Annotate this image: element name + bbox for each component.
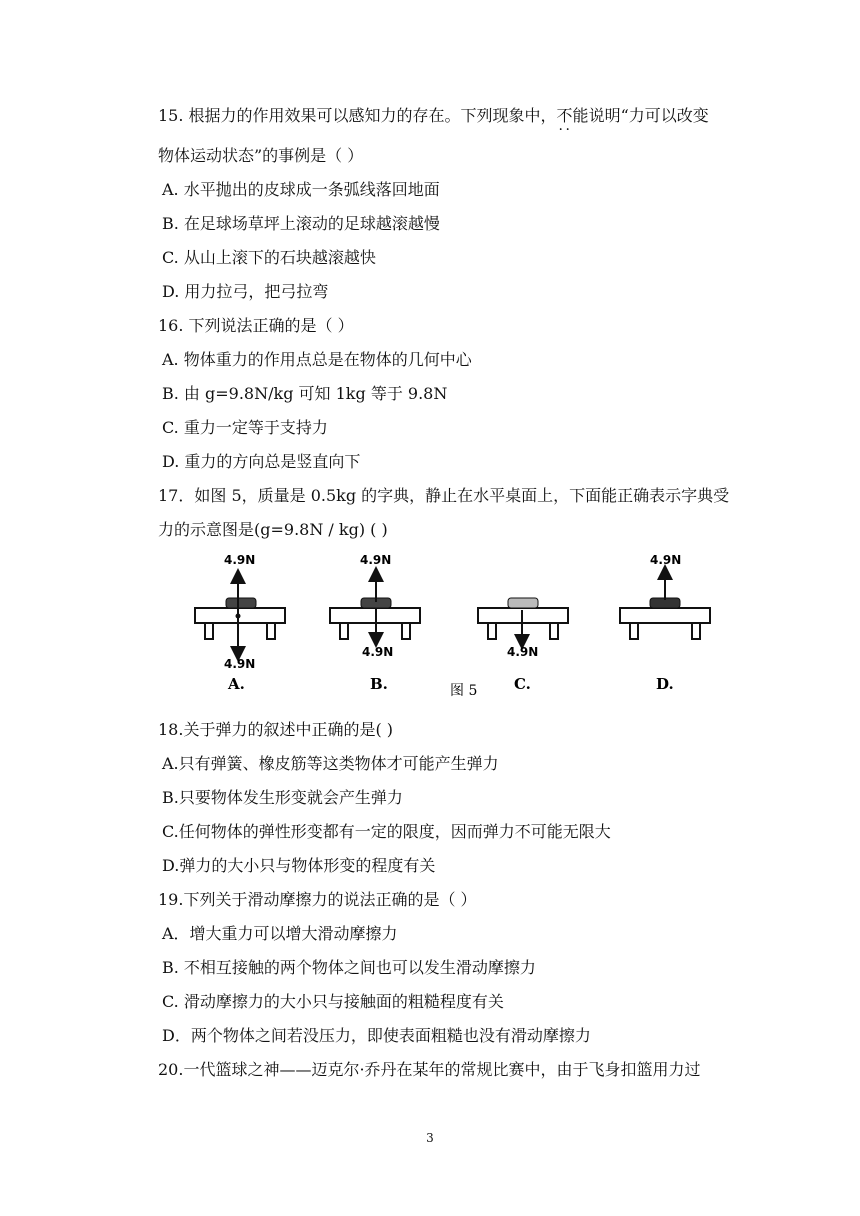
q15-option-a: A. 水平抛出的皮球成一条弧线落回地面 — [162, 180, 440, 199]
q16-stem: 16. 下列说法正确的是（ ） — [158, 316, 354, 335]
q19-option-d: D．两个物体之间若没压力，即使表面粗糙也没有滑动摩擦力 — [162, 1026, 591, 1045]
q19-option-b: B. 不相互接触的两个物体之间也可以发生滑动摩擦力 — [162, 958, 536, 977]
q17-stem-line2: 力的示意图是(g=9.8N / kg) ( ) — [158, 520, 388, 539]
panel-d-label: D. — [656, 675, 674, 693]
q15-emphasis: 不能 · · — [557, 106, 589, 126]
q17-stem-line1: 17．如图 5，质量是 0.5kg 的字典，静止在水平桌面上，下面能正确表示字典受 — [158, 486, 730, 505]
table-leg-b2 — [402, 623, 410, 639]
q19-option-a: A．增大重力可以增大滑动摩擦力 — [162, 924, 398, 943]
figure-5-diagram — [180, 548, 720, 698]
panel-a-top-force: 4.9N — [224, 553, 256, 567]
panel-c-label: C. — [514, 675, 531, 693]
page-number: 3 — [426, 1131, 434, 1145]
table-leg-d2 — [692, 623, 700, 639]
q18-option-b: B.只要物体发生形变就会产生弹力 — [162, 788, 403, 807]
book-a — [226, 598, 256, 608]
panel-b-top-force: 4.9N — [360, 553, 392, 567]
panel-c — [478, 598, 568, 693]
panel-c-bottom-force: 4.9N — [507, 645, 539, 659]
q16-option-b: B. 由 g=9.8N/kg 可知 1kg 等于 9.8N — [162, 384, 448, 403]
panel-b-label: B. — [370, 675, 388, 693]
q15-option-b: B. 在足球场草坪上滚动的足球越滚越慢 — [162, 214, 440, 233]
panel-d — [620, 553, 710, 693]
book-c — [508, 598, 538, 608]
figure-5 — [180, 548, 720, 698]
q15-stem-line2: 物体运动状态”的事例是（ ） — [158, 146, 364, 165]
table-leg-a1 — [205, 623, 213, 639]
q15-stem-line1 — [158, 106, 709, 126]
q18-option-d: D.弹力的大小只与物体形变的程度有关 — [162, 856, 436, 875]
q20-stem: 20.一代篮球之神——迈克尔·乔丹在某年的常规比赛中，由于飞身扣篮用力过 — [158, 1060, 701, 1079]
table-leg-d1 — [630, 623, 638, 639]
table-leg-a2 — [267, 623, 275, 639]
q15-stem-pre: 15. 根据力的作用效果可以感知力的存在。下列现象中， — [158, 106, 557, 125]
q19-option-c: C. 滑动摩擦力的大小只与接触面的粗糙程度有关 — [162, 992, 504, 1011]
panel-b — [330, 553, 420, 693]
panel-a-label: A. — [228, 675, 245, 693]
q15-option-c: C. 从山上滚下的石块越滚越快 — [162, 248, 376, 267]
table-leg-c1 — [488, 623, 496, 639]
table-top-d — [620, 608, 710, 623]
panel-a-bottom-force: 4.9N — [224, 657, 256, 671]
q15-option-d: D. 用力拉弓，把弓拉弯 — [162, 282, 329, 301]
panel-b-bottom-force: 4.9N — [362, 645, 394, 659]
panel-a — [195, 553, 285, 693]
q16-option-c: C. 重力一定等于支持力 — [162, 418, 328, 437]
q16-option-d: D. 重力的方向总是竖直向下 — [162, 452, 361, 471]
q18-option-c: C.任何物体的弹性形变都有一定的限度，因而弹力不可能无限大 — [162, 822, 611, 841]
q19-stem: 19.下列关于滑动摩擦力的说法正确的是（ ） — [158, 890, 477, 909]
panel-d-top-force: 4.9N — [650, 553, 682, 567]
table-leg-c2 — [550, 623, 558, 639]
q18-stem: 18.关于弹力的叙述中正确的是( ) — [158, 720, 394, 739]
table-leg-b1 — [340, 623, 348, 639]
figure-caption: 图 5 — [450, 683, 478, 698]
q16-option-a: A. 物体重力的作用点总是在物体的几何中心 — [162, 350, 472, 369]
q18-option-a: A.只有弹簧、橡皮筋等这类物体才可能产生弹力 — [162, 754, 499, 773]
q15-stem-post: 说明“力可以改变 — [588, 106, 709, 125]
